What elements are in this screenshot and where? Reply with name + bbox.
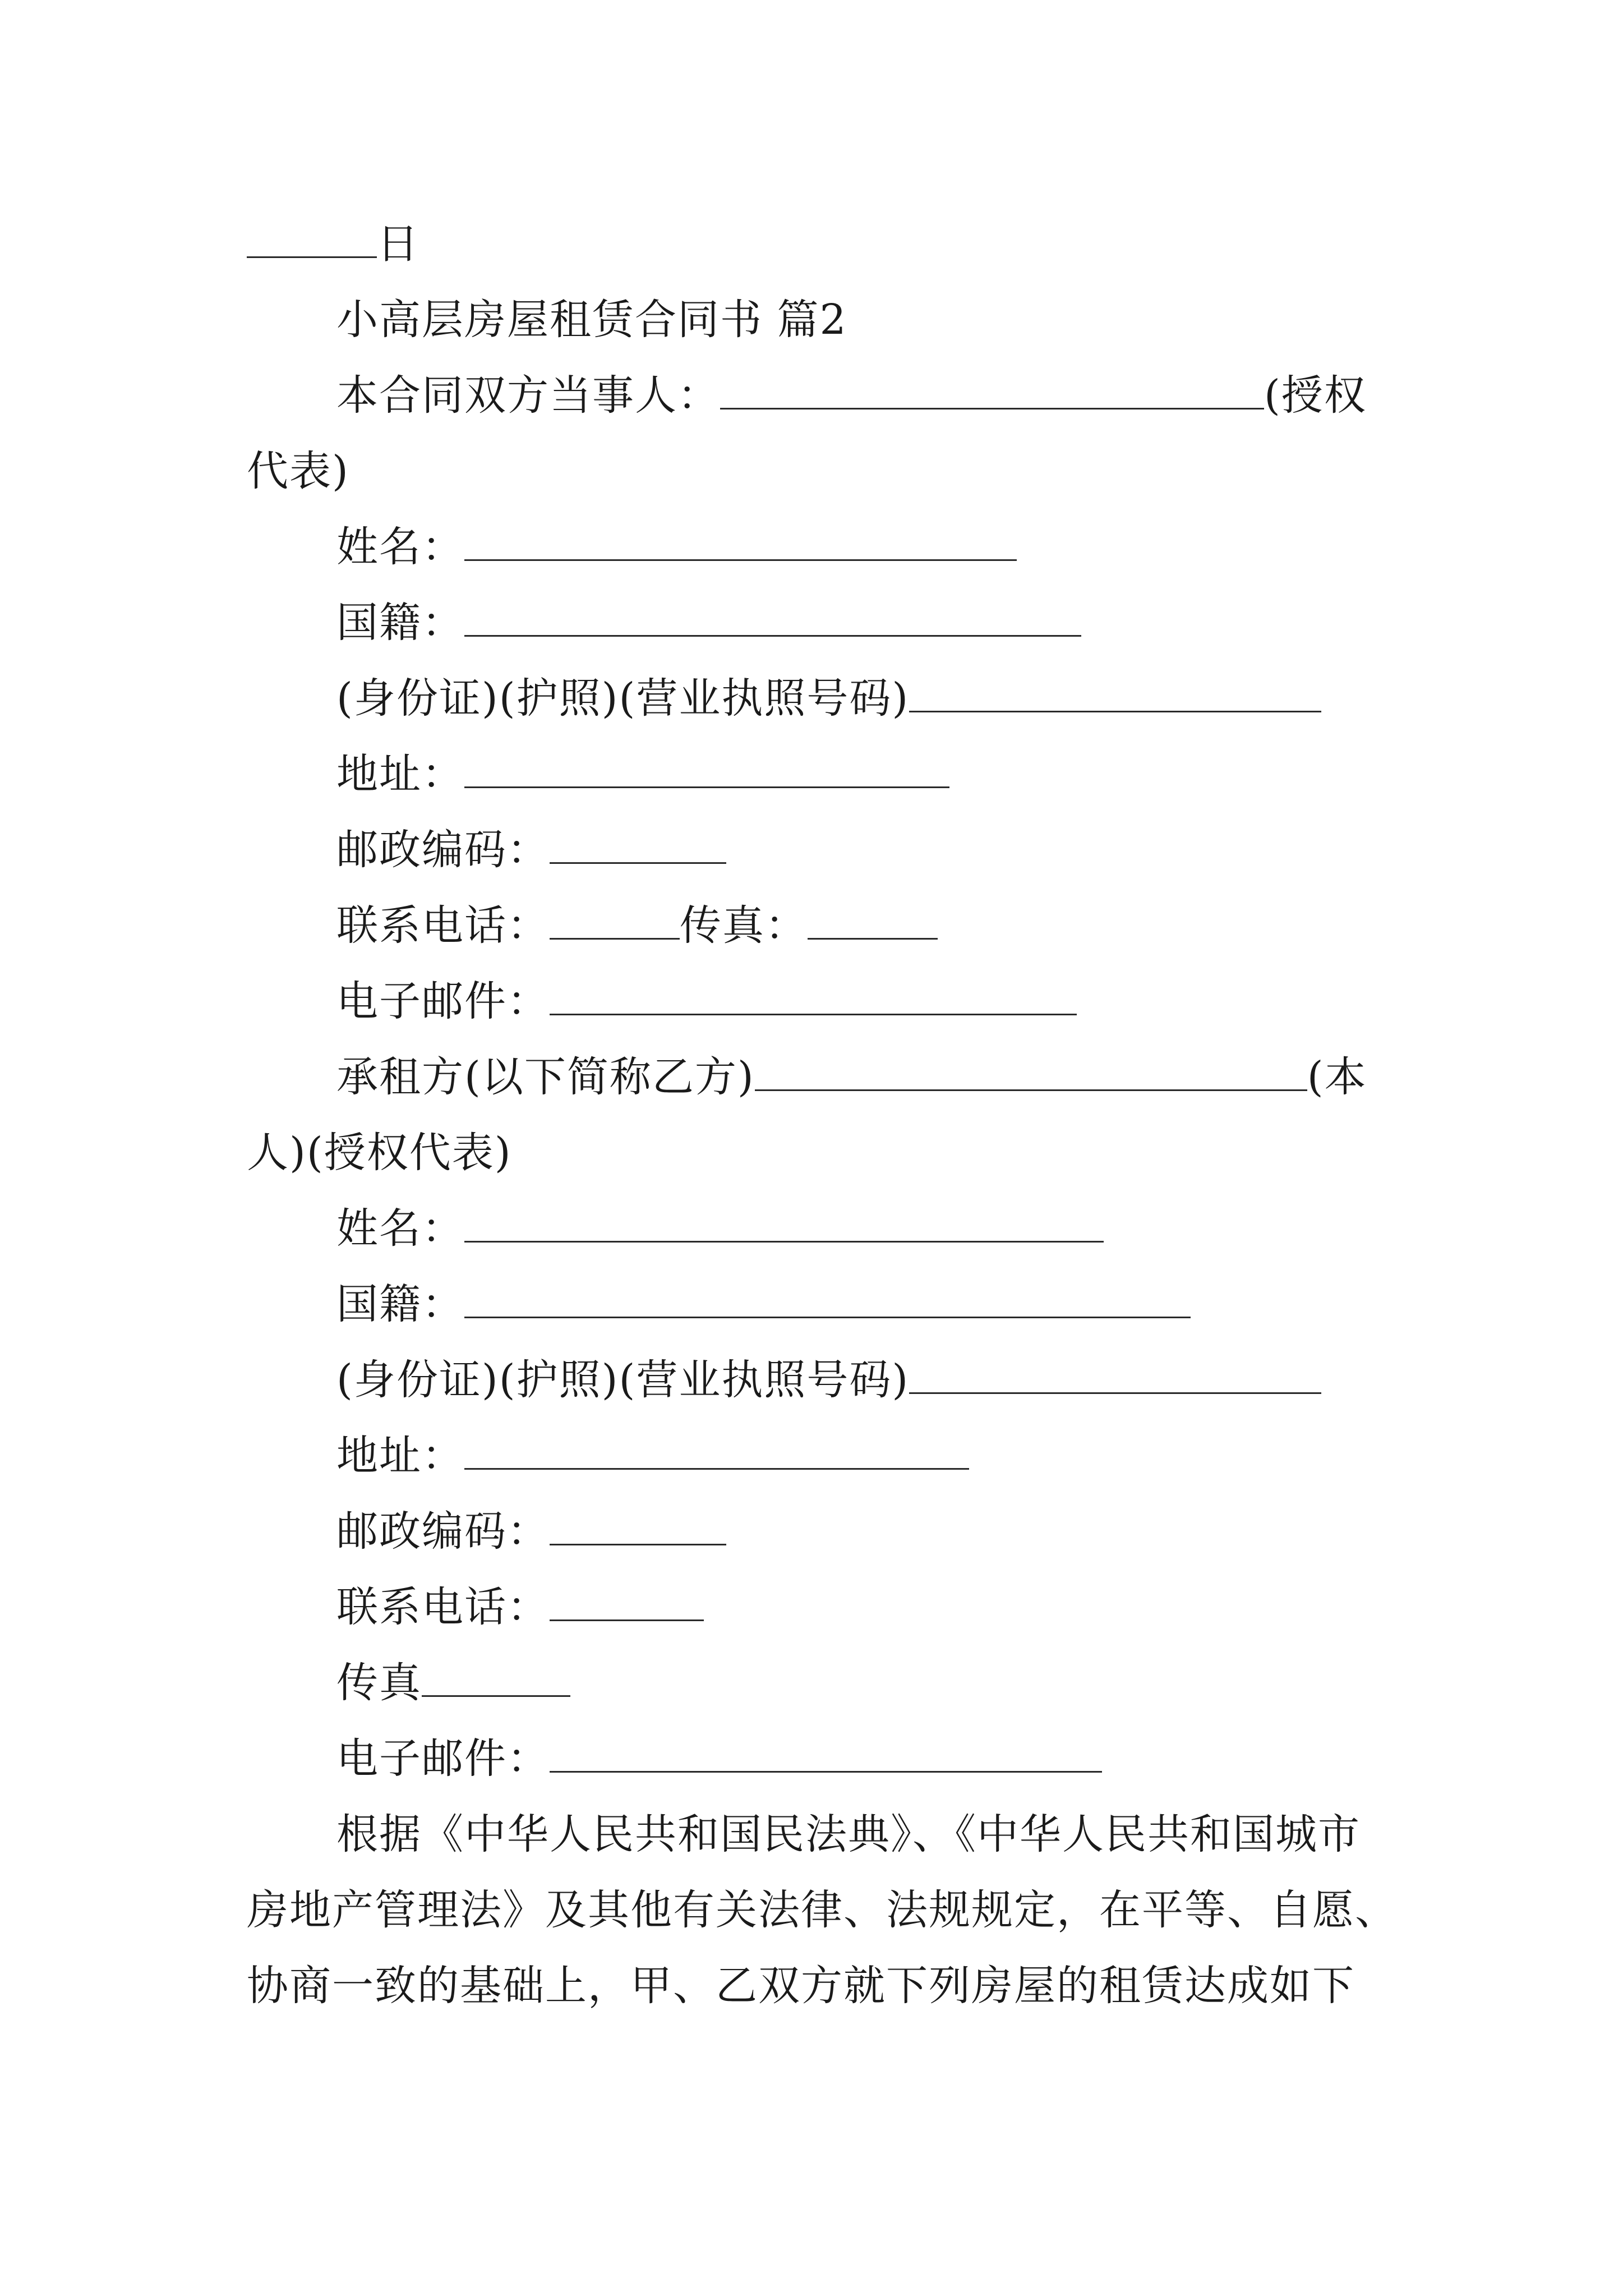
party-b-email-row xyxy=(336,1728,1102,1789)
fax-label: 传真 xyxy=(336,1659,422,1707)
body-paragraph-line-2: 房地产管理法》及其他有关法律、法规规定，在平等、自愿、 xyxy=(247,1886,1398,1934)
party-b-postcode-row xyxy=(336,1501,726,1562)
party-a-name-row xyxy=(336,516,1017,578)
party-a-nationality-row xyxy=(336,592,1081,654)
id-label: (身份证)(护照)(营业执照号码) xyxy=(336,674,910,723)
address-label: 地址： xyxy=(336,1432,464,1480)
party-b-fax-row xyxy=(336,1652,570,1714)
party-b-field[interactable] xyxy=(755,1057,1307,1091)
body-paragraph-line-1: 根据《中华人民共和国民法典》、《中华人民共和国城市 xyxy=(336,1810,1361,1858)
party-a-email-row xyxy=(336,970,1077,1032)
party-a-id-field[interactable] xyxy=(909,678,1321,712)
name-label: 姓名： xyxy=(336,523,464,571)
body-paragraph-line-3: 协商一致的基础上，甲、乙双方就下列房屋的租赁达成如下 xyxy=(247,1962,1355,2010)
lessee-representative-line: 人)(授权代表) xyxy=(247,1129,512,1177)
party-b-name-row xyxy=(336,1198,1104,1259)
postcode-label: 邮政编码： xyxy=(336,826,550,874)
party-b-nationality-field[interactable] xyxy=(464,1284,1191,1318)
party-b-nationality-row xyxy=(336,1273,1191,1335)
party-a-field[interactable] xyxy=(720,375,1264,409)
postcode-label: 邮政编码： xyxy=(336,1507,550,1556)
name-label: 姓名： xyxy=(336,1204,464,1253)
lessee-line xyxy=(336,1046,1367,1108)
party-a-postcode-field[interactable] xyxy=(550,830,726,864)
nationality-label: 国籍： xyxy=(336,599,464,647)
party-b-address-field[interactable] xyxy=(464,1435,969,1470)
party-b-id-row xyxy=(336,1349,1321,1411)
party-a-fax-field[interactable] xyxy=(808,905,938,940)
party-a-name-field[interactable] xyxy=(464,527,1017,561)
blank-underline[interactable] xyxy=(247,224,377,258)
id-label: (身份证)(护照)(营业执照号码) xyxy=(336,1356,910,1404)
email-label: 电子邮件： xyxy=(336,1734,550,1783)
date-line xyxy=(247,213,419,275)
fax-label: 传真： xyxy=(680,901,808,950)
email-label: 电子邮件： xyxy=(336,977,550,1025)
party-b-email-field[interactable] xyxy=(550,1738,1102,1773)
party-a-address-field[interactable] xyxy=(464,754,949,788)
authorized-label: (授权 xyxy=(1264,371,1367,420)
nationality-label: 国籍： xyxy=(336,1280,464,1328)
party-a-phone-fax-row xyxy=(336,895,938,956)
party-a-nationality-field[interactable] xyxy=(464,602,1081,637)
party-b-phone-field[interactable] xyxy=(550,1587,704,1621)
date-day-label: 日 xyxy=(377,220,419,268)
party-a-phone-field[interactable] xyxy=(550,905,680,940)
parties-line xyxy=(336,365,1367,426)
phone-label: 联系电话： xyxy=(336,901,550,950)
party-b-address-row xyxy=(336,1425,969,1487)
phone-label: 联系电话： xyxy=(336,1583,550,1631)
section-title: 小高层房屋租赁合同书 篇2 xyxy=(336,296,847,344)
party-a-email-field[interactable] xyxy=(550,981,1077,1015)
party-a-address-row xyxy=(336,743,949,805)
party-b-fax-field[interactable] xyxy=(422,1663,570,1697)
lessee-label: 承租方(以下简称乙方) xyxy=(336,1053,755,1101)
parties-label: 本合同双方当事人： xyxy=(336,371,720,420)
self-label: (本 xyxy=(1307,1053,1367,1101)
address-label: 地址： xyxy=(336,750,464,798)
party-a-id-row xyxy=(336,668,1321,729)
party-b-id-field[interactable] xyxy=(909,1360,1321,1394)
party-b-name-field[interactable] xyxy=(464,1208,1104,1243)
party-b-postcode-field[interactable] xyxy=(550,1511,726,1545)
party-a-postcode-row xyxy=(336,819,726,881)
party-b-phone-row xyxy=(336,1576,704,1638)
representative-line: 代表) xyxy=(247,447,349,495)
